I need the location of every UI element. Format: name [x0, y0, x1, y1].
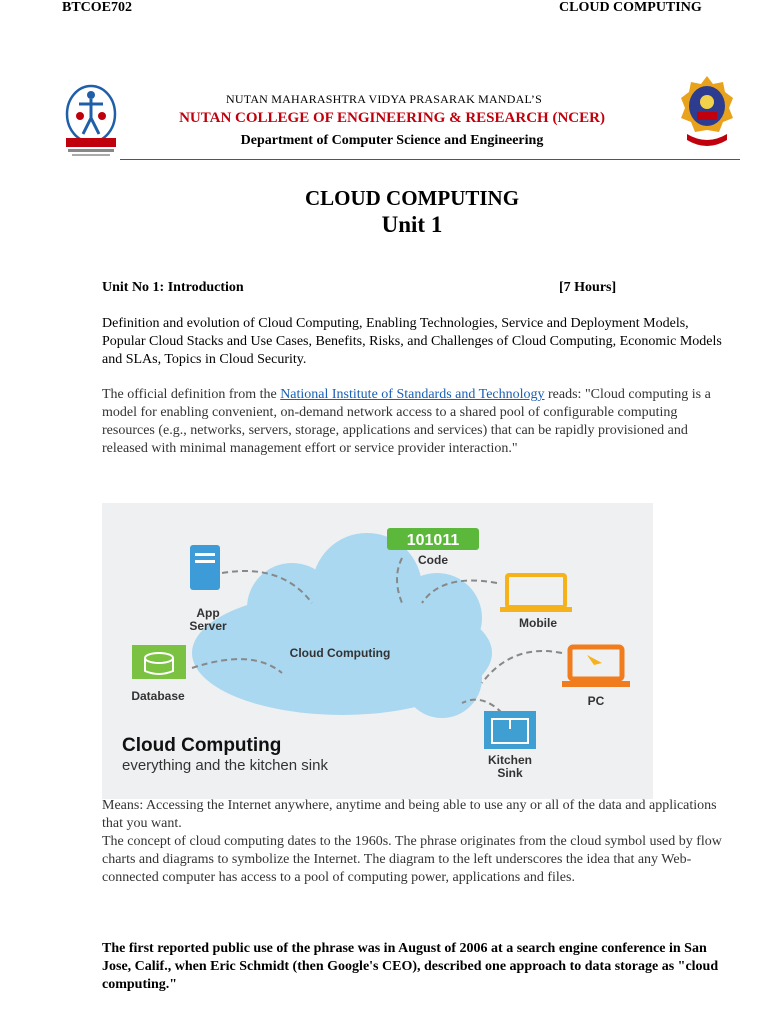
app-server-label-1: App	[196, 606, 220, 620]
header-divider	[120, 159, 740, 160]
cloud-computing-figure	[102, 503, 653, 799]
nist-link[interactable]: National Institute of Standards and Technology	[280, 387, 545, 402]
mobile-icon	[500, 575, 572, 612]
database-label: Database	[131, 689, 185, 703]
database-icon	[132, 645, 186, 679]
course-name: CLOUD COMPUTING	[559, 0, 702, 15]
kitchen-label-1: Kitchen	[487, 753, 533, 767]
page-title: CLOUD COMPUTING	[304, 186, 520, 210]
means-line-2: The concept of cloud computing dates to the 1960s. The phrase originates from the cloud symbol used by flow charts and diagrams to symbolize the Internet. The diagram to the left underscores the idea that any Web-connected computer has access to a pool of computing power, applications and files.	[102, 834, 722, 885]
course-code: BTCOE702	[62, 0, 133, 15]
definition-paragraph	[102, 386, 724, 458]
app-server-label-2: Server	[189, 619, 227, 633]
society-name: NUTAN MAHARASHTRA VIDYA PRASARAK MANDAL’S	[226, 92, 542, 106]
history-paragraph: The first reported public use of the phrase was in August of 2006 at a search engine conference in San Jose, Calif., when Eric Schmidt (then Google's CEO), described one approach to data storage as "cloud computing."	[102, 941, 719, 992]
pc-label: PC	[587, 694, 605, 708]
mobile-label: Mobile	[519, 616, 557, 630]
definition-body: reads: "Cloud computing is a model for enabling convenient, on-demand network access to a shared pool of configurable computing resources (e.g., networks, servers, storage, applications and services) that can be rapidly provisioned and released with minimal management effort or service provider interaction."	[102, 387, 711, 456]
department-name: Department of Computer Science and Engineering	[240, 133, 544, 148]
code-label: Code	[418, 553, 448, 567]
means-paragraph	[102, 797, 724, 887]
unit-hours: [7 Hours]	[559, 280, 617, 295]
definition-lead: The official definition from the	[102, 387, 281, 402]
app-server-icon	[190, 545, 220, 590]
cloud-label: Cloud Computing	[289, 646, 391, 660]
unit-label: Unit No 1: Introduction	[102, 280, 244, 295]
code-badge-text: 101011	[406, 532, 460, 549]
syllabus-paragraph: Definition and evolution of Cloud Computing, Enabling Technologies, Service and Deployment Models, Popular Cloud Stacks and Use Cases, Benefits, Risks, and Challenges of Cloud Computing, Economic Models and SLAs, Topics in Cloud Security.	[102, 316, 722, 367]
figure-caption-title: Cloud Computing	[122, 735, 282, 756]
kitchen-label-2: Sink	[497, 766, 523, 780]
pc-icon	[562, 647, 630, 687]
figure-caption-subtitle: everything and the kitchen sink	[122, 757, 328, 774]
university-seal-right	[679, 74, 735, 154]
college-name: NUTAN COLLEGE OF ENGINEERING & RESEARCH (NCER)	[179, 110, 605, 126]
means-line-1: Means: Accessing the Internet anywhere, anytime and being able to use any or all of the data and applications that you want.	[102, 798, 717, 831]
kitchen-sink-icon	[484, 711, 536, 749]
unit-title: Unit 1	[381, 212, 443, 237]
